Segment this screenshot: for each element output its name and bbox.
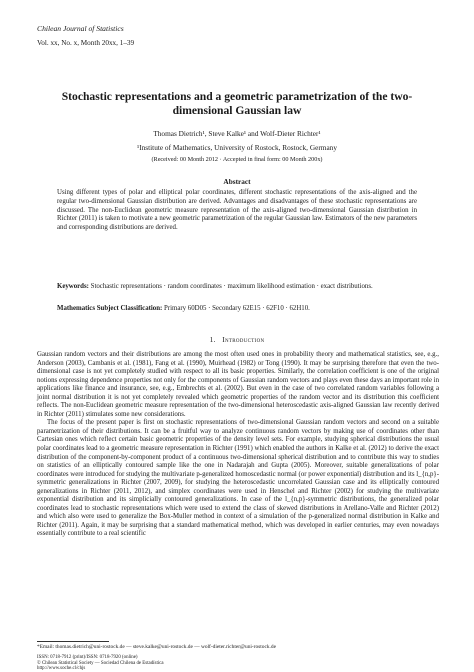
footer-issn: ISSN: 0718-7912 (print)/ISSN: 0718-7920 (online): [37, 655, 138, 660]
page-footer: [37, 655, 164, 672]
received-dates: (Received: 00 Month 2012 · Accepted in final form: 00 Month 200x): [151, 156, 323, 163]
footnote-rule: [37, 641, 109, 642]
keywords: [57, 283, 417, 292]
msc-label: Mathematics Subject Classification:: [57, 305, 163, 312]
paper-title: Stochastic representations and a geometric parametrization of the two-dimensional Gaussian law: [61, 90, 413, 117]
msc-text: Primary 60D05 · Secondary 62E15 · 62F10 · 62H10.: [164, 305, 310, 312]
abstract-text: Using different types of polar and elliptical polar coordinates, different stochastic representations of the axis-aligned and the regular two-dimensional Gaussian distribution are derived. Advantages and disadvantages of these stochastic representations are discussed. The non-Euclidean geometric measure representation of the axis-aligned two-dimensional Gaussian distribution in Richter (2011) is taken to motivate a new geometric parametrization of the regular Gaussian law. Estimators of the new parameters and corresponding distributions are derived.: [57, 189, 417, 231]
keywords-text: Stochastic representations · random coordinates · maximum likelihood estimation · exact distributions.: [90, 283, 373, 290]
authors: Thomas Dietrich¹, Steve Kalke¹ and Wolf-Dieter Richter¹: [153, 129, 321, 138]
keywords-label: Keywords:: [57, 283, 89, 290]
body-text: [37, 351, 439, 539]
footnote-email: *Email: thomas.dietrich@uni-rostock.de — steve.kalke@uni-rostock.de — wolf-dieter.richter@uni-rostock.de: [37, 644, 276, 650]
section-title: Introduction: [222, 335, 265, 344]
body-paragraph-2: The focus of the present paper is first on stochastic representations of two-dimensional Gaussian random vectors and second on a suitable parametrization of their distributions. It can be a fruitful way to analyze continuous random vectors by making use of coordinates other than Cartesian ones which reflect certain basic geometric properties of the density level sets. For example, studying spherical distributions the usual polar coordinates lead to a geometric measure representation in Richter (1991) which enabled the authors in Kalke et al. (2012) to derive the exact distribution of the component-by-component product of a continuous two-dimensional spherical distribution and to contribute this way to studies on statistics of an elliptically contoured sample like the one in Nadarajah and Gupta (2005). Moreover, suitable generalizations of polar coordinates were introduced for studying the multivariate p-generalized homoscedastic normal (or power exponential) distribution and its l_{n,p}-symmetric generalizations in Richter (2007, 2009), for studying the heteroscedastic uncorrelated Gaussian case and its elliptically contoured generalizations in Richter (2011, 2012), and simplex coordinates were used in Henschel and Richter (2002) for studying the multivariate exponential distribution and its simplicially contoured generalizations. In case of the l_{n,p}-symmetric distributions, the generalized polar coordinates lead to stochastic representations which were used to extend the class of skewed distributions in Arellano-Valle and Richter (2012) and which also were used to generalize the Box-Muller method in context of a simulation of the p-generalized normal distribution in Kalke and Richter (2011). Again, it may be surprising that a standard mathematical method, which was developed in earlier centuries, may even nowadays essentially contribute to a real scientific: [37, 419, 439, 538]
footer-url: http://www.soche.cl/chjs: [37, 666, 86, 672]
section-heading: [40, 335, 434, 344]
msc-classification: [57, 305, 417, 314]
affiliation: ¹Institute of Mathematics, University of Rostock, Rostock, Germany: [137, 143, 337, 152]
body-paragraph-1: Gaussian random vectors and their distributions are among the most often used ones in probability theory and mathematical statistics, see, e.g., Anderson (2003), Cambanis et al. (1981), Fang et al. (1990), Muirhead (1982) or Tong (1990). It may be surprising therefore that even the two-dimensional case is not yet completely studied with respect to all its basic properties. Similarly, the correlation coefficient is one of the original notions expressing dependence properties not only for the components of Gaussian random vectors and plays even these days an important role in applications like finance and insurance, see, e.g., Embrechts et al. (2002). But even in the case of two correlated random variables following a joint normal distribution it is not yet completely revealed which geometric properties of the random vector and its distribution this coefficient reflects. The non-Euclidean geometric measure representation of the two-dimensional heteroscedastic axis-aligned Gaussian law recently derived in Richter (2011) stimulates some new considerations.: [37, 351, 439, 418]
journal-name: Chilean Journal of Statistics: [37, 24, 124, 33]
section-number: 1.: [209, 335, 216, 344]
footer-copyright: © Chilean Statistical Society — Sociedad Chilena de Estadística: [37, 660, 164, 666]
abstract-heading: Abstract: [223, 177, 251, 186]
volume-line: Vol. xx, No. x, Month 20xx, 1–39: [37, 39, 135, 47]
